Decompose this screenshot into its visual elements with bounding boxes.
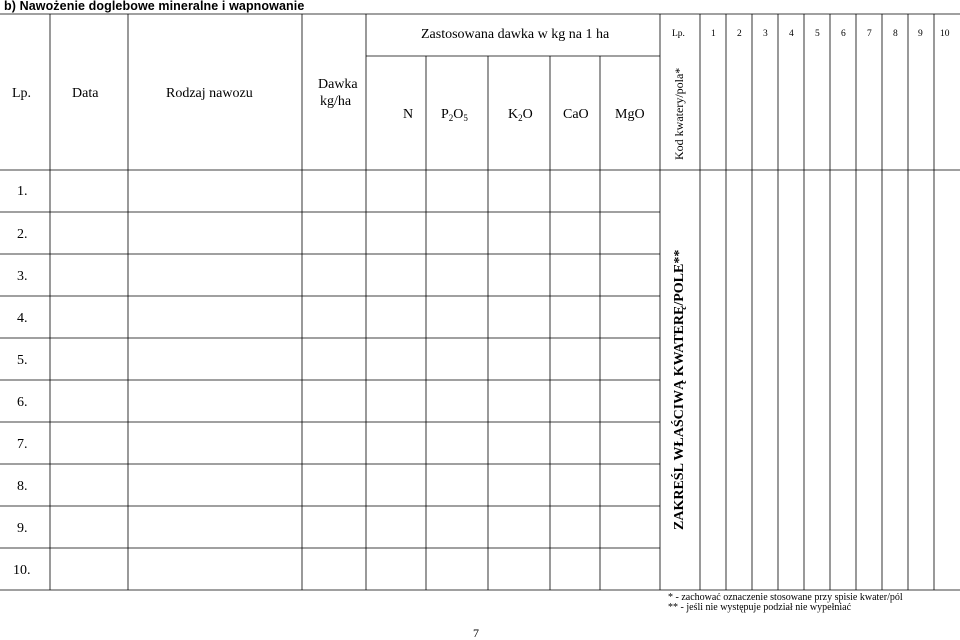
- row-number: 10.: [13, 563, 31, 578]
- col-header-data: Data: [72, 86, 99, 101]
- col-header-lp: Lp.: [12, 86, 32, 101]
- nutrient-p2o5: $P_2O_5$: [441, 107, 468, 123]
- lp-number: 3: [763, 29, 768, 39]
- row-number: 1.: [17, 184, 28, 199]
- kod-kwatery-label: Kod kwatery/pola*: [672, 67, 686, 160]
- lp-number: 2: [737, 29, 742, 39]
- row-number: 3.: [17, 269, 28, 284]
- nutrient-mgo: MgO: [615, 107, 645, 122]
- lp-number: 6: [841, 29, 846, 39]
- col-header-dawka: Dawka: [318, 77, 358, 92]
- row-number: 5.: [17, 353, 28, 368]
- lp-number: 1: [711, 29, 716, 39]
- lp-number: 9: [918, 29, 923, 39]
- nutrient-k2o: $K_2O$: [508, 107, 533, 123]
- footnote-2: ** - jeśli nie występuje podział nie wypełniać: [668, 602, 852, 613]
- page-number: 7: [473, 626, 479, 640]
- row-number: 7.: [17, 437, 28, 452]
- nutrient-n: N: [403, 107, 414, 122]
- lp-number: 5: [815, 29, 820, 39]
- lp-number: 4: [789, 29, 794, 39]
- section-title: b) Nawożenie doglebowe mineralne i wapnowanie: [4, 0, 305, 13]
- dose-title: Zastosowana dawka w kg na 1 ha: [421, 27, 610, 42]
- footnote-1: * - zachować oznaczenie stosowane przy spisie kwater/pól: [668, 592, 903, 603]
- lp-number: 8: [893, 29, 898, 39]
- lp-number: 10: [940, 29, 950, 39]
- row-number: 6.: [17, 395, 28, 410]
- lp-right-label: Lp.: [672, 29, 685, 39]
- row-number: 2.: [17, 227, 28, 242]
- row-number: 8.: [17, 479, 28, 494]
- col-header-dawka-unit: kg/ha: [320, 94, 352, 109]
- row-number: 4.: [17, 311, 28, 326]
- lp-number: 7: [867, 29, 872, 39]
- col-header-rodzaj: Rodzaj nawozu: [166, 86, 253, 101]
- nutrient-cao: CaO: [563, 107, 589, 122]
- vertical-instruction: ZAKREŚL WŁAŚCIWĄ KWATERĘ/POLE**: [672, 249, 687, 530]
- row-number: 9.: [17, 521, 28, 536]
